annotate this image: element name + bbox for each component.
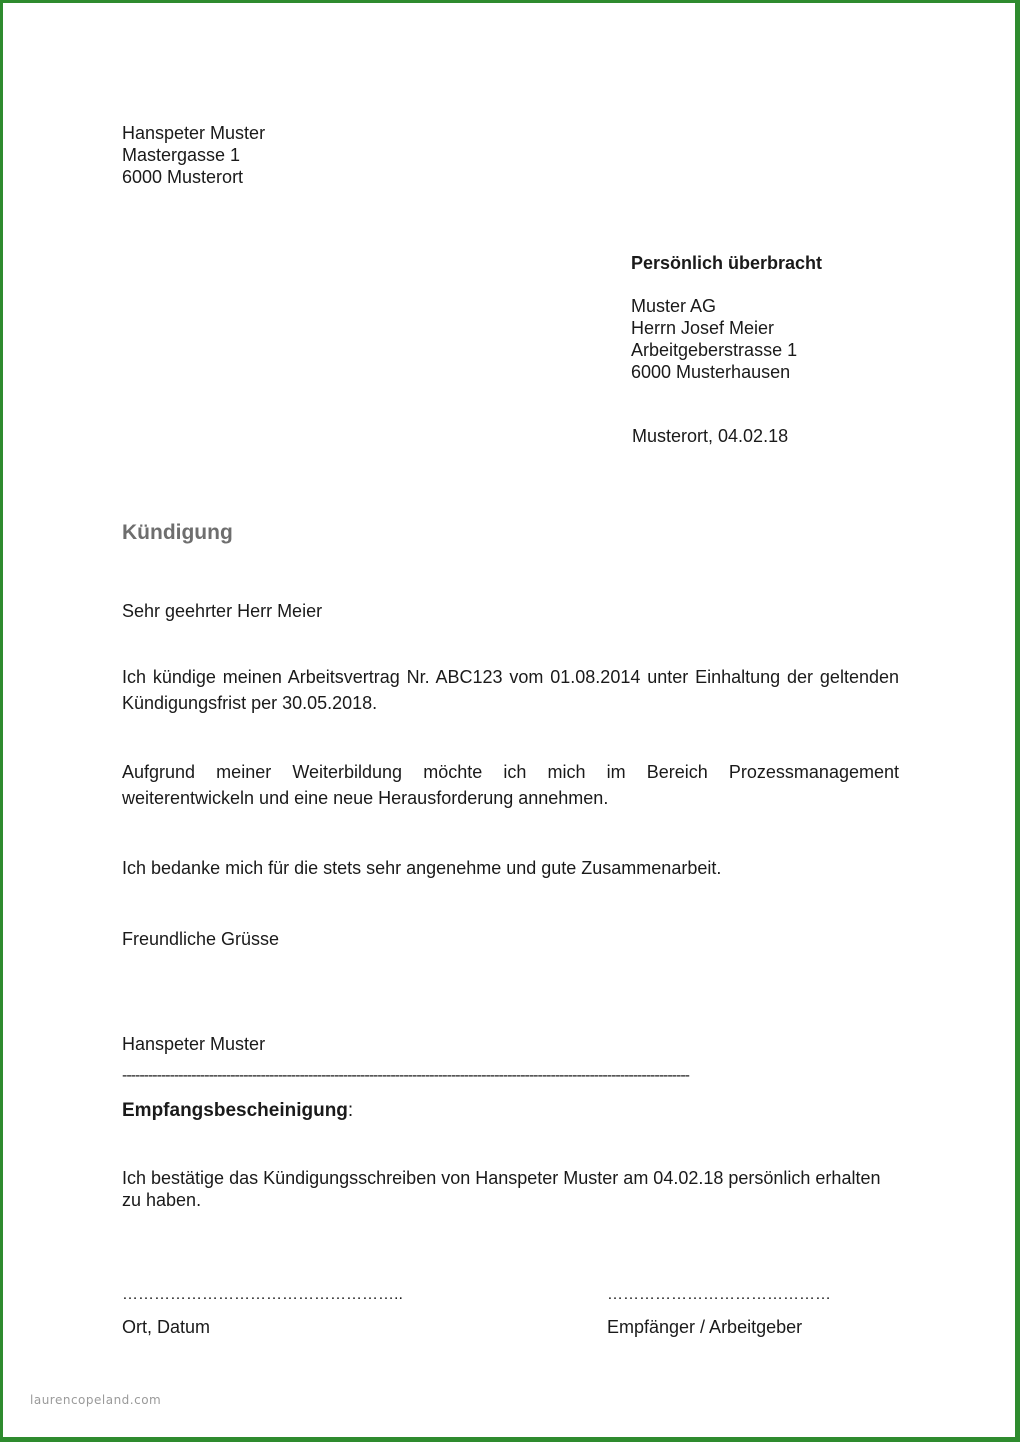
place-date: Musterort, 04.02.18 bbox=[632, 426, 789, 446]
paragraph-contract-line-2: Kündigungsfrist per 30.05.2018. bbox=[122, 693, 378, 713]
receipt-heading-colon: : bbox=[347, 1100, 354, 1121]
paragraph-thanks: Ich bedanke mich für die stets sehr angenehme und gute Zusammenarbeit. bbox=[122, 858, 722, 878]
receipt-heading bbox=[122, 1100, 353, 1122]
signature-line-left: …………………………………………….. bbox=[122, 1286, 403, 1303]
salutation: Sehr geehrter Herr Meier bbox=[122, 601, 323, 621]
closing: Freundliche Grüsse bbox=[122, 929, 280, 949]
sender-city: 6000 Musterort bbox=[122, 167, 244, 187]
receipt-line-2: zu haben. bbox=[122, 1190, 202, 1210]
receipt-heading-text: Empfangsbescheinigung bbox=[122, 1100, 348, 1121]
recipient-company: Muster AG bbox=[631, 296, 717, 316]
paragraph-reason-line-1: Aufgrund meiner Weiterbildung möchte ich mich im Bereich Prozessmanagement bbox=[122, 762, 899, 782]
recipient-city: 6000 Musterhausen bbox=[631, 362, 791, 382]
sender-street: Mastergasse 1 bbox=[122, 145, 241, 165]
watermark: laurencopeland.com bbox=[30, 1393, 162, 1407]
delivery-note: Persönlich überbracht bbox=[631, 253, 823, 273]
paragraph-reason bbox=[122, 759, 899, 811]
paragraph-contract-line-1: Ich kündige meinen Arbeitsvertrag Nr. ABC123 vom 01.08.2014 unter Einhaltung der geltenden bbox=[122, 667, 899, 687]
signature-label-place-date: Ort, Datum bbox=[122, 1317, 211, 1337]
letter-subject: Kündigung bbox=[122, 521, 233, 544]
receipt-line-1: Ich bestätige das Kündigungsschreiben von Hanspeter Muster am 04.02.18 persönlich erhalten bbox=[122, 1168, 881, 1188]
separator-line: ----------------------------------------------------------------------------------------------------------------------------------- bbox=[122, 1067, 689, 1084]
paragraph-contract bbox=[122, 664, 899, 716]
sender-name: Hanspeter Muster bbox=[122, 123, 266, 143]
signature-name: Hanspeter Muster bbox=[122, 1034, 266, 1054]
recipient-person: Herrn Josef Meier bbox=[631, 318, 775, 338]
signature-label-recipient: Empfänger / Arbeitgeber bbox=[607, 1317, 803, 1337]
paragraph-reason-line-2: weiterentwickeln und eine neue Herausforderung annehmen. bbox=[122, 788, 609, 808]
recipient-street: Arbeitgeberstrasse 1 bbox=[631, 340, 798, 360]
signature-line-right: …………………………………… bbox=[607, 1286, 831, 1303]
